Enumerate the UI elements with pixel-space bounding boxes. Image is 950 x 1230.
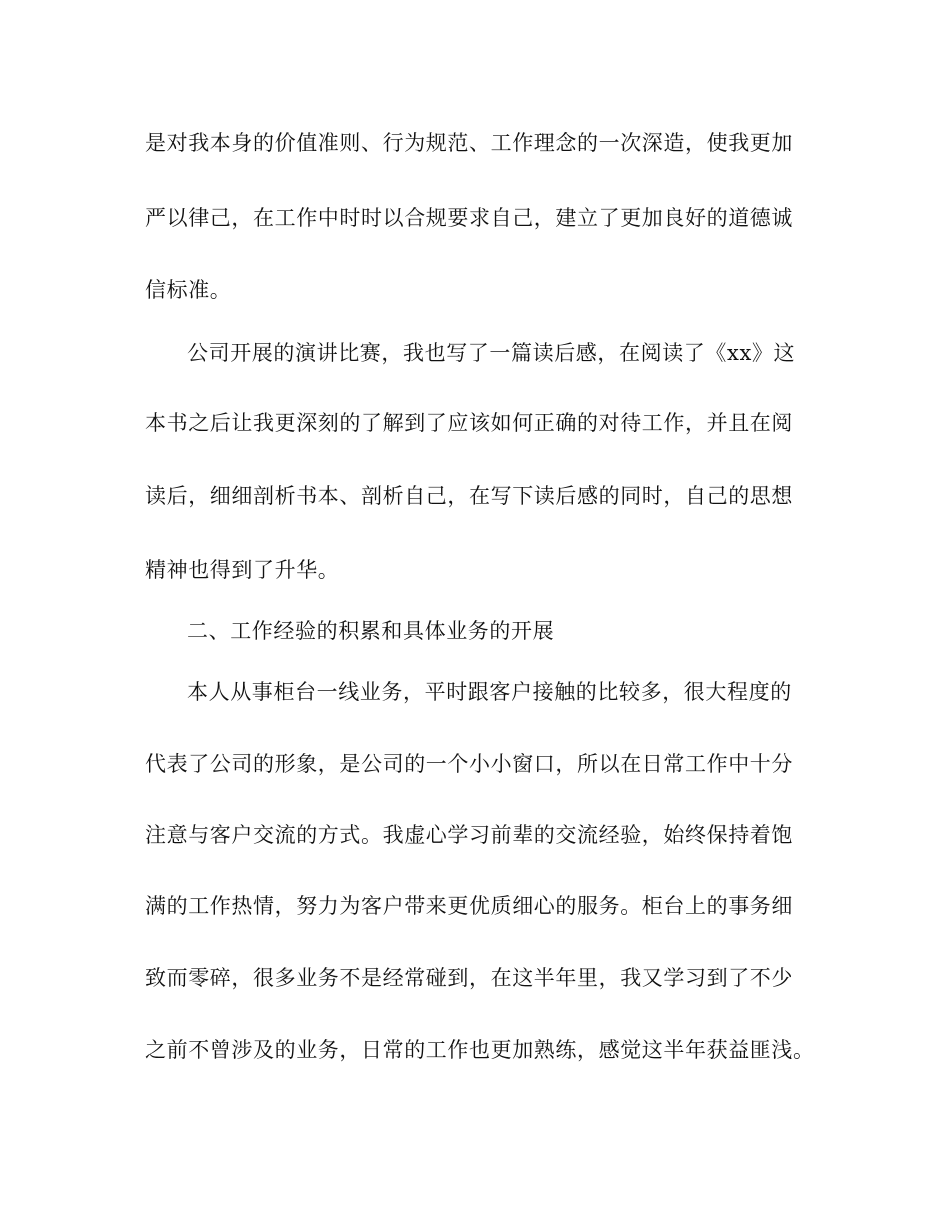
- text-line: 致而零碎，很多业务不是经常碰到，在这半年里，我又学习到了不少: [145, 966, 793, 990]
- text-line: 是对我本身的价值准则、行为规范、工作理念的一次深造，使我更加: [145, 131, 793, 155]
- text-line: 代表了公司的形象，是公司的一个小小窗口，所以在日常工作中十分: [145, 752, 793, 776]
- section-heading: 二、工作经验的积累和具体业务的开展: [187, 619, 555, 643]
- text-line: 注意与客户交流的方式。我虚心学习前辈的交流经验，始终保持着饱: [145, 823, 793, 847]
- text-line: 本书之后让我更深刻的了解到了应该如何正确的对待工作，并且在阅: [145, 411, 793, 435]
- text-line: 信标准。: [145, 278, 232, 302]
- paragraph-start-line: 公司开展的演讲比赛，我也写了一篇读后感，在阅读了《xx》这: [187, 341, 796, 365]
- paragraph-start-line: 本人从事柜台一线业务，平时跟客户接触的比较多，很大程度的: [187, 680, 792, 704]
- text-line: 之前不曾涉及的业务，日常的工作也更加熟练，感觉这半年获益匪浅。: [145, 1038, 815, 1062]
- text-line: 精神也得到了升华。: [145, 558, 340, 582]
- text-line: 读后，细细剖析书本、剖析自己，在写下读后感的同时，自己的思想: [145, 484, 793, 508]
- text-line: 满的工作热情，努力为客户带来更优质细心的服务。柜台上的事务细: [145, 894, 793, 918]
- text-line: 严以律己，在工作中时时以合规要求自己，建立了更加良好的道德诚: [145, 206, 793, 230]
